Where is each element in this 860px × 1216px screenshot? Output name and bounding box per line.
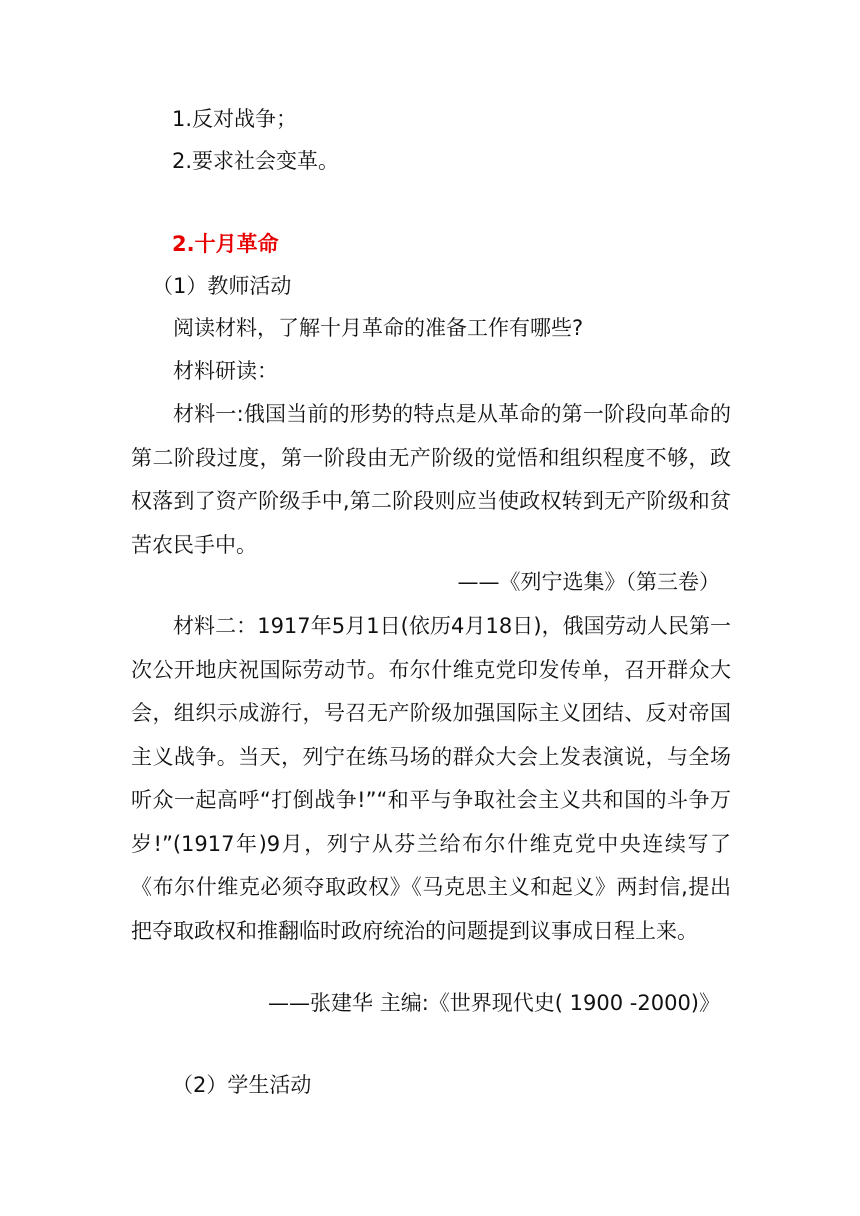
list-item-2: 2.要求社会变革。 bbox=[172, 149, 340, 173]
material-intro: 材料研读： bbox=[173, 359, 278, 383]
material-two-paragraph: 材料二：1917年5月1日(依历4月18日)，俄国劳动人民第一次公开地庆祝国际劳动节。布尔什维克党印发传单，召开群众大会，组织示成游行，号召无产阶级加强国际主义团结、反对帝国主义战争。当天，列宁在练马场的群众大会上发表演说，与全场听众一起高呼“打倒战争!”“和平与争取社会主义共和国的斗争万岁!”(1917年)9月，列宁从芬兰给布尔什维克党中央连续写了《布尔什维克必须夺取政权》《马克思主义和起义》两封信,提出把夺取政权和推翻临时政府统治的问题提到议事成日程上来。 bbox=[131, 614, 731, 943]
material-one-paragraph: 材料一:俄国当前的形势的特点是从革命的第一阶段向革命的第二阶段过度，第一阶段由无产阶级的觉悟和组织程度不够，政权落到了资产阶级手中,第二阶段则应当使政权转到无产阶级和贫苦农民手中。 bbox=[131, 402, 731, 557]
reading-question: 阅读材料，了解十月革命的准备工作有哪些? bbox=[173, 316, 584, 340]
section-heading: 2.十月革命 bbox=[172, 232, 279, 256]
teacher-activity-heading: （1）教师活动 bbox=[152, 274, 292, 298]
material-two-source: ——张建华 主编:《世界现代史( 1900 -2000)》 bbox=[268, 991, 720, 1015]
student-activity-heading: （2）学生活动 bbox=[172, 1073, 312, 1097]
list-item-1: 1.反对战争； bbox=[172, 107, 298, 131]
material-one-source: ——《列宁选集》（第三卷） bbox=[457, 570, 720, 594]
